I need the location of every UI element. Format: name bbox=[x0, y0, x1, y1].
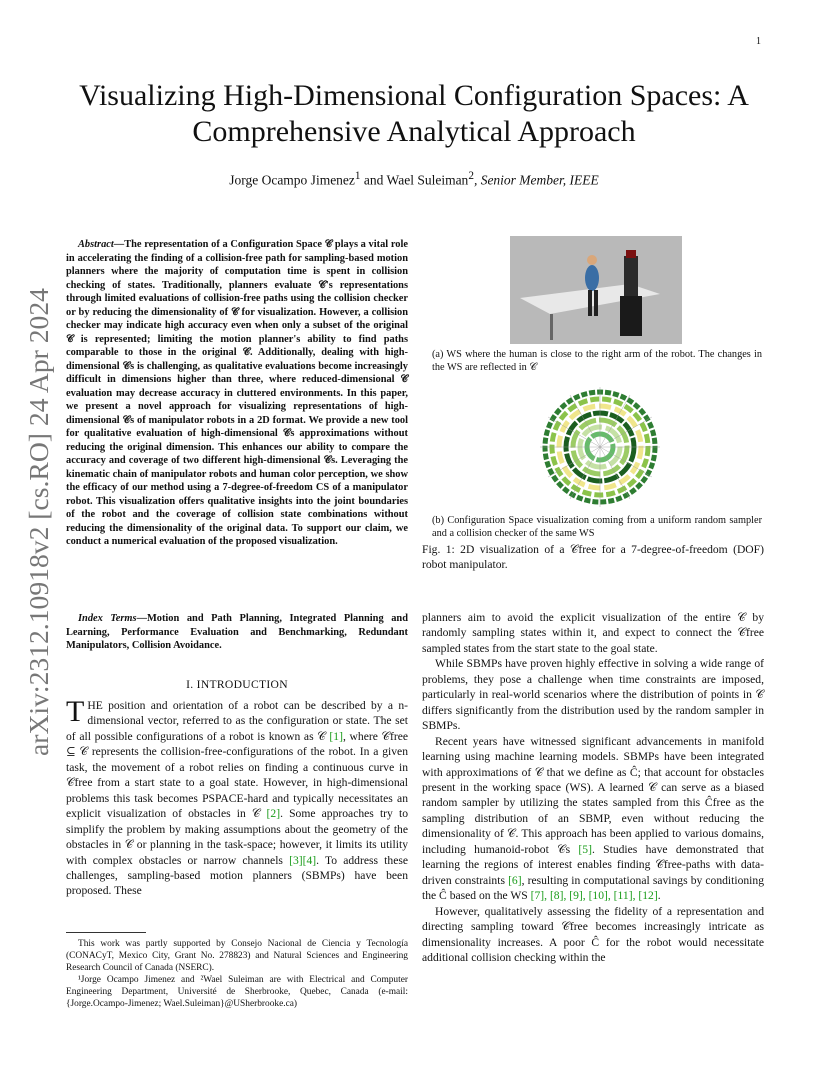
paragraph-text: . Studies have demonstrated that learning the regions of interest enables finding 𝒞free-paths with data-driven constraints bbox=[422, 842, 764, 887]
figure-caption: Fig. 1: 2D visualization of a 𝒞free for a 7-degree-of-freedom (DOF) robot manipulator. bbox=[422, 543, 764, 572]
citation-link[interactable]: [2] bbox=[266, 807, 281, 821]
author-1-affil: 1 bbox=[354, 170, 361, 182]
abstract-text: —The representation of a Configuration Space 𝒞 plays a vital role in accelerating the finding of a collision-free path for sampling-based motion planners where the majority of computation time is spent in collision checking of states. Traditionally, planners evaluate 𝒞's representations through limited evaluations of collision-free paths using the collision checker or by reducing the dimensionality of 𝒞 for visualization. However, a collision checker may indicate high accuracy even when only a subset of the original 𝒞 is represented; limiting the motion planner's ability to find paths comparable to those in the original 𝒞. Additionally, dealing with high-dimensional 𝒞s is challenging, as qualitative evaluations become increasingly difficult in dimensions higher than three, where reduced-dimensional 𝒞 evaluation may decrease accuracy in cluttered environments. In this paper, we present a novel approach for visualizing representations of high-dimensional 𝒞s of manipulator robots in a 2D format. We provide a new tool for qualitative evaluation of high-dimensional 𝒞s approximations without reducing the original dimension. This enhances our ability to compare the accuracy and coverage of two different high-dimensional 𝒞s. Leveraging the kinematic chain of manipulator robots and human color perception, we show the efficacy of our method using a 7-degree-of-freedom CS of a manipulator robot. This visualization offers qualitative insights into the joint boundaries of the robot and the coverage of collision state combinations without reducing the dimensionality of the original data. To support our claim, we conduct a numerical evaluation of the proposed visualization. bbox=[66, 239, 408, 547]
intro-text-2: , where 𝒞free ⊆ 𝒞 represents the collision-free-configurations of the robot. In a given task, the movement of a robot relies on finding a continuous curve in 𝒞free from a start state to a goal state. However, in high-dimensional problems this task becomes PSPACE-hard and typically necessitates an explicit visualization of obstacles in 𝒞 bbox=[66, 729, 409, 821]
citation-link[interactable]: [5] bbox=[578, 842, 592, 856]
index-terms-label: Index Terms bbox=[78, 613, 137, 624]
author-2: and Wael Suleiman bbox=[360, 172, 469, 188]
paragraph: While SBMPs have proven highly effective in solving a wide range of problems, they pose a challenge when time constraints are imposed, particularly in real-world scenarios where the distribution of points in 𝒞 differs significantly from the distribution used by the random sampler in SBMPs. bbox=[422, 657, 764, 733]
drop-cap: T bbox=[66, 695, 85, 728]
citation-link[interactable]: [3][4] bbox=[289, 853, 317, 867]
intro-paragraph bbox=[66, 695, 409, 899]
footnote-divider bbox=[66, 932, 146, 933]
paragraph-text: . bbox=[657, 889, 661, 903]
ieee-membership: , Senior Member, IEEE bbox=[473, 172, 599, 188]
caption-a: (a) WS where the human is close to the right arm of the robot. The changes in the WS are reflected in 𝒞 bbox=[432, 349, 762, 373]
paper-title: Visualizing High-Dimensional Configuration Spaces: A Comprehensive Analytical Approach bbox=[79, 79, 749, 148]
footnotes bbox=[66, 938, 408, 1010]
abstract-label: Abstract bbox=[78, 239, 114, 250]
arxiv-id-text: arXiv:2312.10918v2 [cs.RO] 24 Apr 2024 bbox=[24, 298, 54, 756]
intro-text-4: . To address these challenges, sampling-based motion planners (SBMPs) have been proposed. These bbox=[66, 853, 408, 898]
paragraph: However, qualitatively assessing the fidelity of a representation and directing sampling toward 𝒞free becomes increasingly intricate as dimensionality increases. A poor Ĉ for the robot would necessitate additional collision checking within the bbox=[422, 904, 764, 964]
paragraph bbox=[422, 734, 764, 904]
figure-1b-cspace-visualization bbox=[520, 385, 680, 510]
intro-text-3: . Some approaches try to simplify the problem by making assumptions about the geometry of the obstacles in 𝒞 or planning in the task-space; however, it limits its utility with complex obstacles or narrow channels bbox=[66, 807, 408, 867]
page-number: 1 bbox=[756, 36, 761, 47]
right-column-text bbox=[422, 610, 764, 965]
figure-1a-robot-photo bbox=[510, 236, 682, 344]
paragraph-text: Recent years have witnessed significant advancements in manifold learning using machine learning models. SBMPs have been integrated with approximations of 𝒞 that we define as Ĉ; that account for obstacles present in the working space (WS). A learned 𝒞 can serve as a biased random sampler by utilizing the states sampled from this Ĉfree as the sampling distribution of an SBMP, even without reducing the dimensionality of 𝒞. This approach has been applied to various domains, including humanoid-robot 𝒞s bbox=[422, 734, 764, 856]
caption-b: (b) Configuration Space visualization coming from a uniform random sampler and a collision checker of the same WS bbox=[432, 515, 762, 539]
footnote-affiliation: ¹Jorge Ocampo Jimenez and ²Wael Suleiman are with Electrical and Computer Engineering Department, Université de Sherbrooke, Quebec, Canada (e-mail: {Jorge.Ocampo-Jimenez; Wael.Suleiman}@USherbrooke.ca) bbox=[66, 975, 408, 1009]
index-terms-text: —Motion and Path Planning, Integrated Planning and Learning, Performance Evaluation and Benchmarking, Redundant Manipulators, Collision Avoidance. bbox=[66, 613, 408, 651]
citation-link[interactable]: [6] bbox=[508, 873, 522, 887]
section-heading: I. INTRODUCTION bbox=[186, 678, 288, 691]
paragraph-text: , resulting in computational savings by conditioning the Ĉ based on the WS bbox=[422, 873, 764, 903]
citation-link[interactable]: [7], [8], [9], [10], [11], [12] bbox=[530, 889, 658, 903]
intro-text-1: HE position and orientation of a robot can be described by a n-dimensional vector, referred to as the configuration or state. The set of all possible configurations of a robot is known as 𝒞 bbox=[66, 699, 408, 743]
arxiv-identifier bbox=[18, 280, 58, 760]
paragraph: planners aim to avoid the explicit visualization of the entire 𝒞 by randomly sampling states within it, and expect to connect the 𝒞free sampled states from the start state to the goal state. bbox=[422, 611, 764, 655]
author-1: Jorge Ocampo Jimenez bbox=[229, 172, 355, 188]
citation-link[interactable]: [1] bbox=[329, 729, 343, 743]
author-line bbox=[60, 170, 768, 189]
abstract bbox=[66, 238, 408, 549]
index-terms bbox=[66, 612, 408, 653]
footnote-funding: This work was partly supported by Consejo Nacional de Ciencia y Tecnología (CONACyT, Mexico City, Grant No. 278823) and Natural Sciences and Engineering Research Council of Canada (NSERC). bbox=[66, 939, 408, 973]
author-2-affil: 2 bbox=[468, 170, 474, 182]
